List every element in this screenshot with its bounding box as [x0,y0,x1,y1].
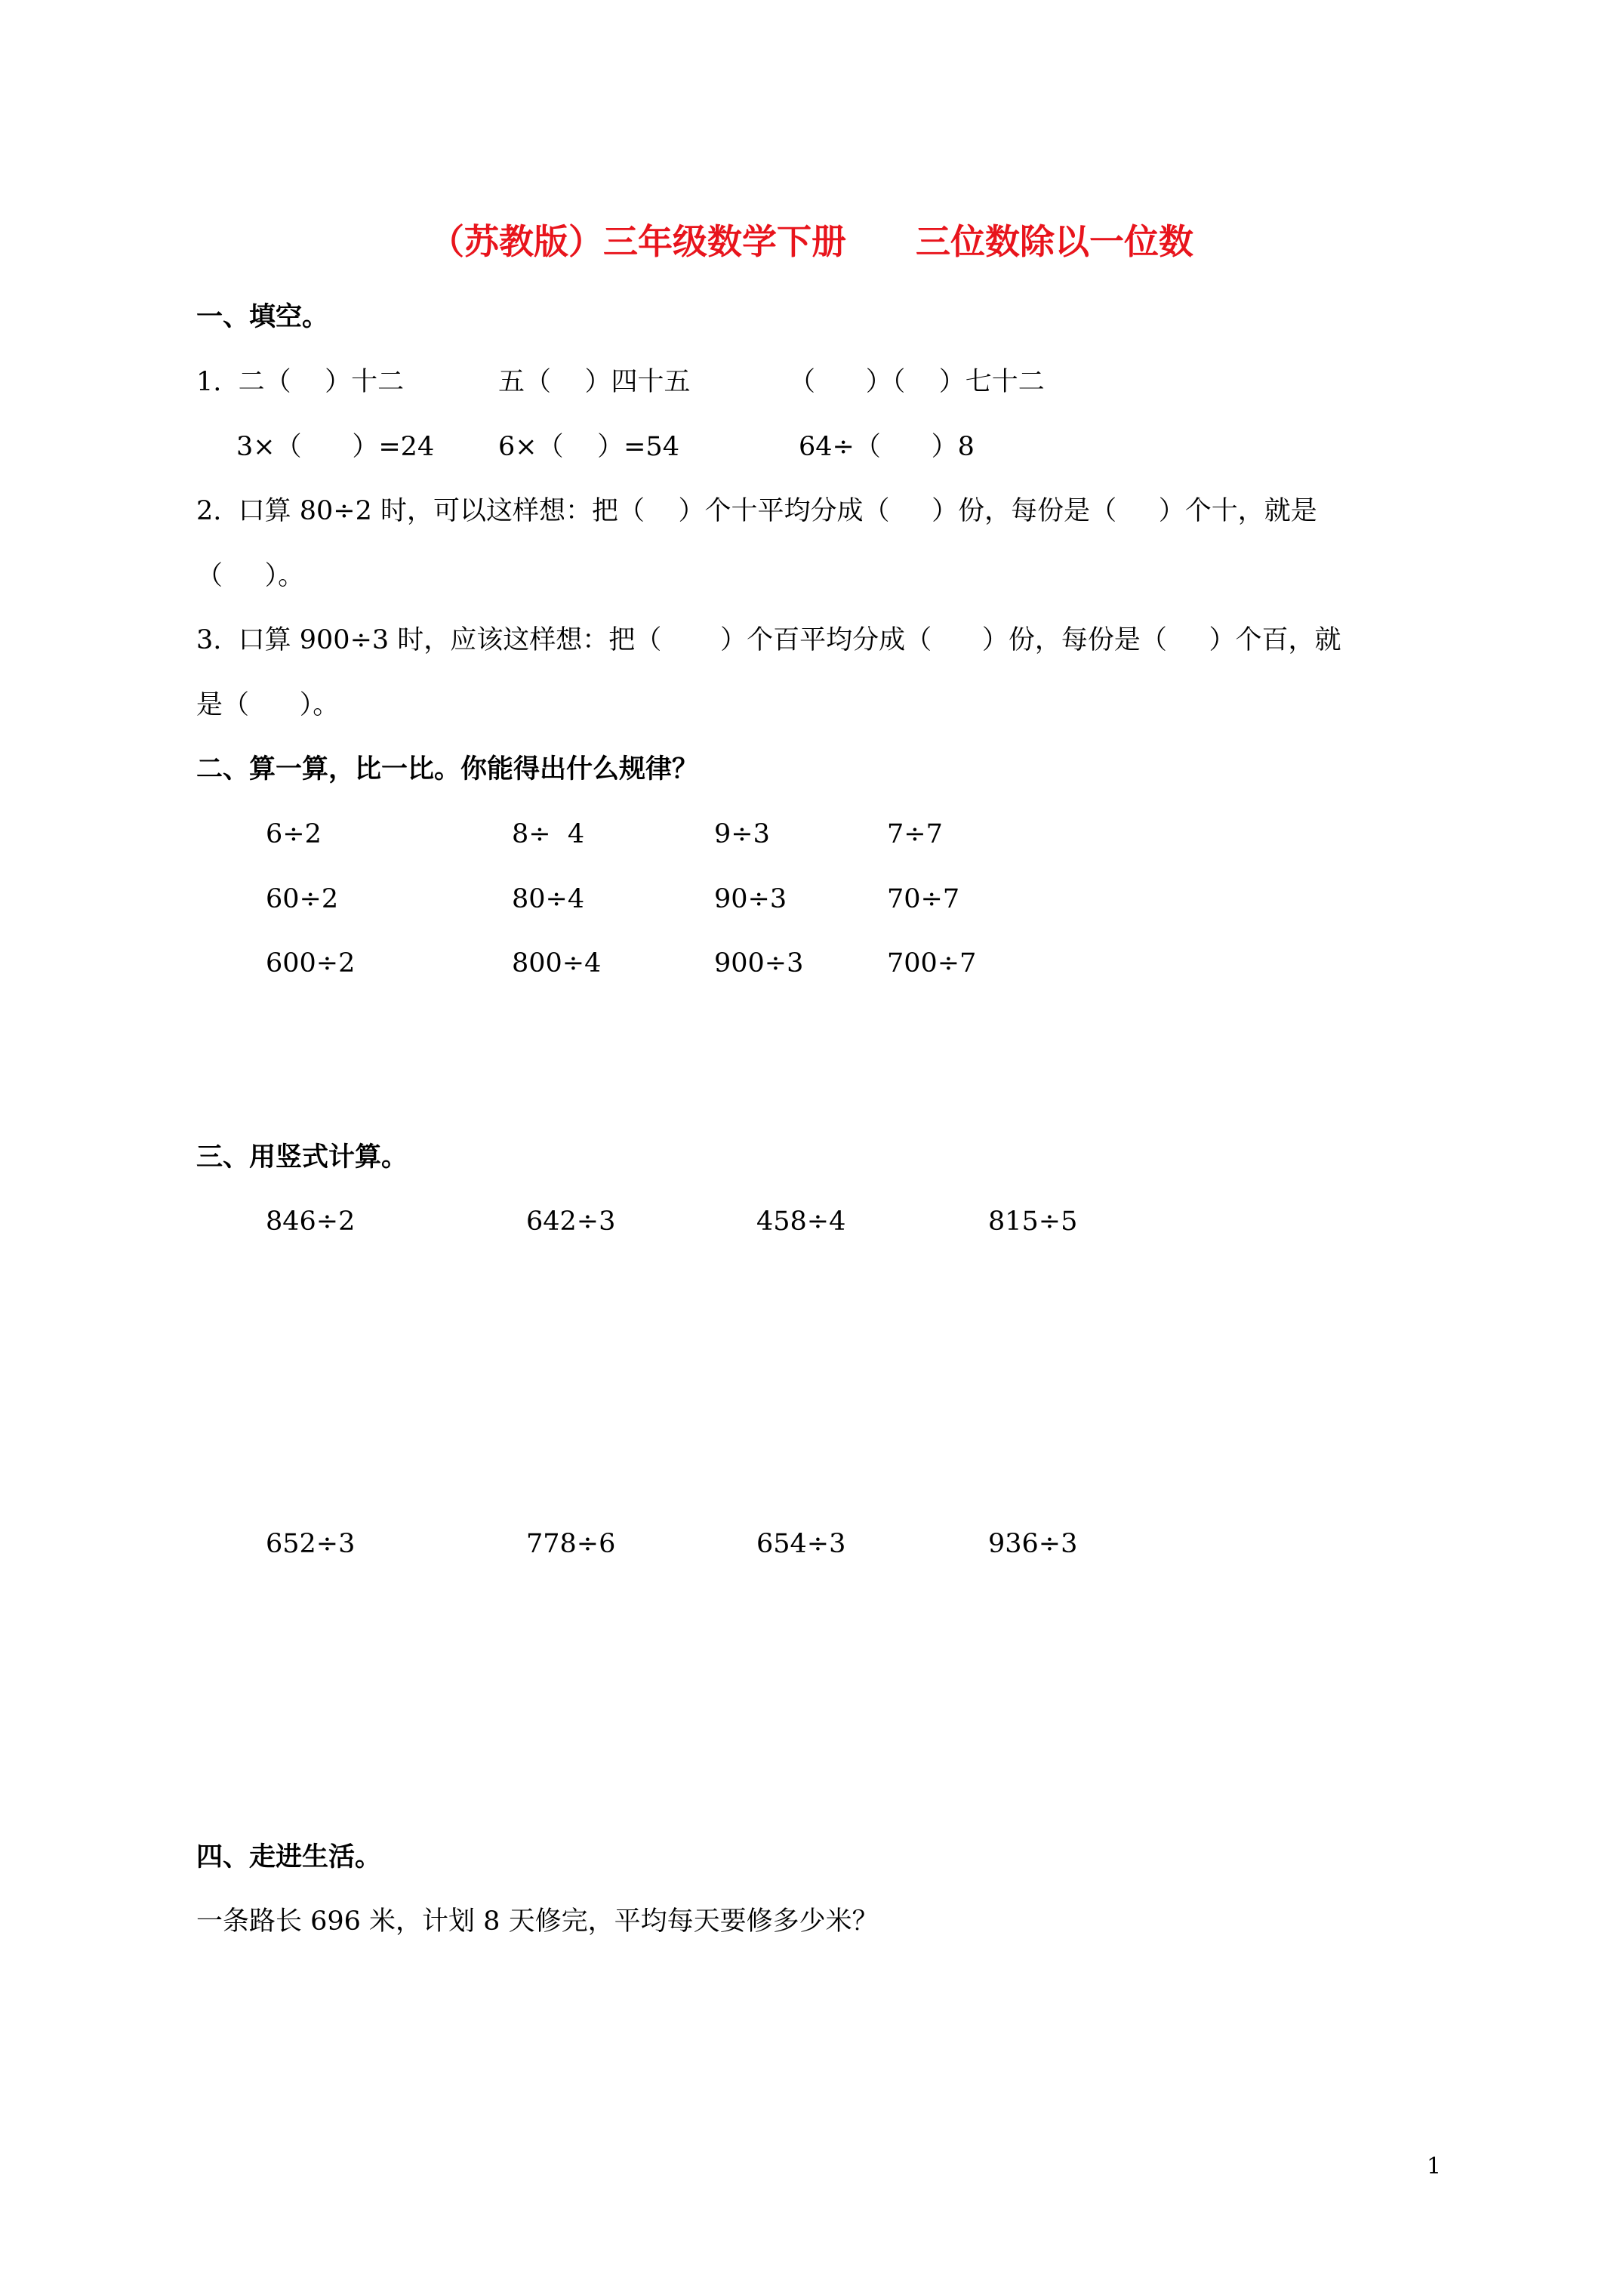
q3-line-1: 3. 口算 900÷3 时，应该这样想：把（ ）个百平均分成（ ）份，每份是（ ）个百，就 [196,625,1341,655]
expr-2-1-3: 9÷3 [714,819,770,849]
q1-item-1: 1. 二（ ）十二 [196,367,405,397]
expr-3-2-1: 652÷3 [266,1529,356,1559]
expr-2-3-3: 900÷3 [714,948,804,978]
expr-2-1-1: 6÷2 [266,819,322,849]
expr-2-3-2: 800÷4 [512,948,602,978]
expr-3-2-3: 654÷3 [756,1529,846,1559]
q3-line-2: 是（ ）。 [196,690,340,720]
expr-2-2-1: 60÷2 [266,884,339,914]
word-problem: 一条路长 696 米，计划 8 天修完，平均每天要修多少米？ [196,1906,879,1937]
section-3-heading: 三、用竖式计算。 [196,1142,408,1173]
page-title: （苏教版）三年级数学下册 三位数除以一位数 [430,221,1193,262]
q2-line-2: （ ）。 [196,561,305,591]
q1-item-5: 6×（ ）=54 [498,432,679,462]
expr-2-2-2: 80÷4 [512,884,585,914]
expr-3-1-3: 458÷4 [756,1207,846,1237]
expr-2-1-2: 8÷ 4 [512,819,585,849]
expr-3-2-4: 936÷3 [988,1529,1078,1559]
expr-2-1-4: 7÷7 [887,819,943,849]
section-4-heading: 四、走进生活。 [196,1841,382,1872]
expr-2-2-4: 70÷7 [887,884,960,914]
section-2-heading: 二、算一算，比一比。你能得出什么规律？ [196,754,699,784]
expr-2-2-3: 90÷3 [714,884,787,914]
section-1-heading: 一、填空。 [196,301,329,332]
expr-3-2-2: 778÷6 [526,1529,616,1559]
expr-2-3-1: 600÷2 [266,948,356,978]
q1-item-6: 64÷（ ）8 [799,432,975,462]
q1-item-2: 五（ ）四十五 [498,367,691,397]
page-number: 1 [1427,2153,1442,2180]
expr-2-3-4: 700÷7 [887,948,977,978]
q2-line-1: 2. 口算 80÷2 时，可以这样想：把（ ）个十平均分成（ ）份，每份是（ ）个十，就是 [196,496,1317,526]
q1-item-3: （ ）（ ）七十二 [789,367,1045,397]
expr-3-1-4: 815÷5 [988,1207,1078,1237]
expr-3-1-1: 846÷2 [266,1207,356,1237]
q1-item-4: 3×（ ）=24 [236,432,435,462]
expr-3-1-2: 642÷3 [526,1207,616,1237]
